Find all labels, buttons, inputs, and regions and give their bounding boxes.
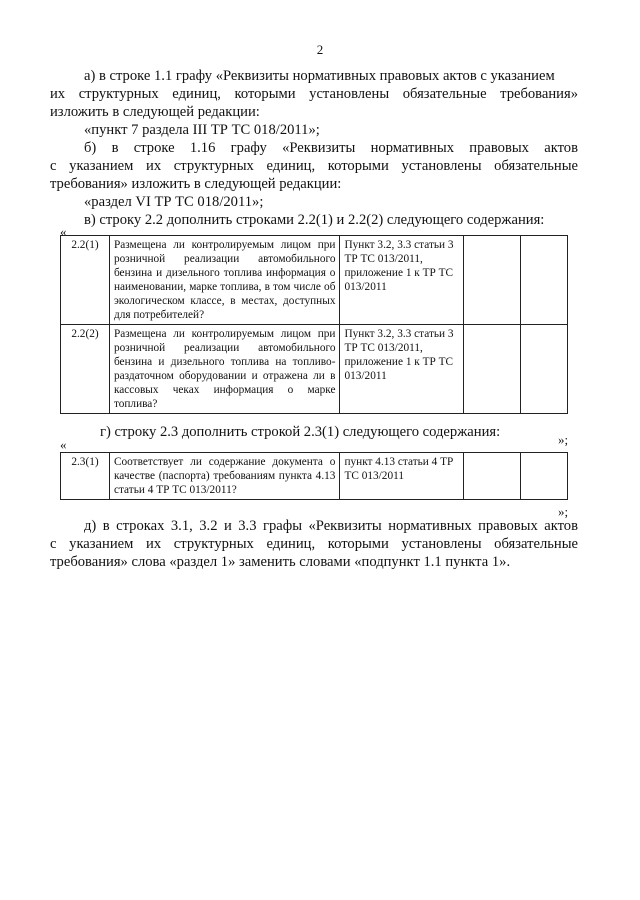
- table-amend-2-3: [60, 452, 568, 500]
- row-question: Размещена ли контролируемым лицом при розничной реализации автомобильного бензина и дизельного топлива на топливо-раздаточном оборудовании и отражена ли в кассовых чеках информация о марке топлива?: [109, 325, 340, 414]
- table-row: [61, 453, 568, 500]
- text-line-b2: с указанием их структурных единиц, которыми установлены обязательные: [50, 158, 578, 174]
- empty-cell: [521, 236, 568, 325]
- text-line-a3: изложить в следующей редакции:: [50, 104, 260, 120]
- close-quote-1: »;: [558, 432, 569, 447]
- row-number: 2.2(1): [61, 236, 110, 325]
- row-reference: Пункт 3.2, 3.3 статьи 3 ТР ТС 013/2011, приложение 1 к ТР ТС 013/2011: [340, 236, 464, 325]
- text-line-b3: требования» изложить в следующей редакции:: [50, 176, 342, 192]
- empty-cell: [521, 325, 568, 414]
- text-line-g1: г) строку 2.3 дополнить строкой 2.3(1) следующего содержания:: [100, 424, 501, 440]
- text-line-d3: требования» слова «раздел 1» заменить словами «подпункт 1.1 пункта 1».: [50, 554, 511, 570]
- text-line-d2: с указанием их структурных единиц, которыми установлены обязательные: [50, 536, 578, 552]
- open-quote-1: «: [60, 224, 67, 239]
- open-quote-2: «: [60, 437, 67, 452]
- text-line-a2: их структурных единиц, которыми установлены обязательные требования»: [50, 86, 578, 102]
- row-number: 2.3(1): [61, 453, 110, 500]
- empty-cell: [464, 236, 521, 325]
- text-line-c1: в) строку 2.2 дополнить строками 2.2(1) и 2.2(2) следующего содержания:: [84, 212, 545, 228]
- text-line-d1: д) в строках 3.1, 3.2 и 3.3 графы «Реквизиты нормативных правовых актов: [84, 518, 578, 534]
- text-line-b4: «раздел VI ТР ТС 018/2011»;: [84, 194, 264, 210]
- row-question: Размещена ли контролируемым лицом при розничной реализации автомобильного бензина и дизельного топлива информация о наименовании, марке топлива, в том числе об экологическом классе, в местах, доступных для потребителей?: [109, 236, 340, 325]
- text-line-a4: «пункт 7 раздела III ТР ТС 018/2011»;: [84, 122, 320, 138]
- table-row: [61, 325, 568, 414]
- empty-cell: [521, 453, 568, 500]
- close-quote-2: »;: [558, 504, 569, 519]
- empty-cell: [464, 453, 521, 500]
- row-reference: пункт 4.13 статьи 4 ТР ТС 013/2011: [340, 453, 464, 500]
- text-line-a1: а) в строке 1.1 графу «Реквизиты нормативных правовых актов с указанием: [84, 68, 555, 84]
- row-question: Соответствует ли содержание документа о качестве (паспорта) требованиям пункта 4.13 статьи 4 ТР ТС 013/2011?: [109, 453, 340, 500]
- empty-cell: [464, 325, 521, 414]
- page-number: 2: [316, 42, 324, 57]
- table-amend-2-2: [60, 235, 568, 414]
- row-number: 2.2(2): [61, 325, 110, 414]
- row-reference: Пункт 3.2, 3.3 статьи 3 ТР ТС 013/2011, приложение 1 к ТР ТС 013/2011: [340, 325, 464, 414]
- table-row: [61, 236, 568, 325]
- text-line-b1: б) в строке 1.16 графу «Реквизиты нормативных правовых актов: [84, 140, 578, 156]
